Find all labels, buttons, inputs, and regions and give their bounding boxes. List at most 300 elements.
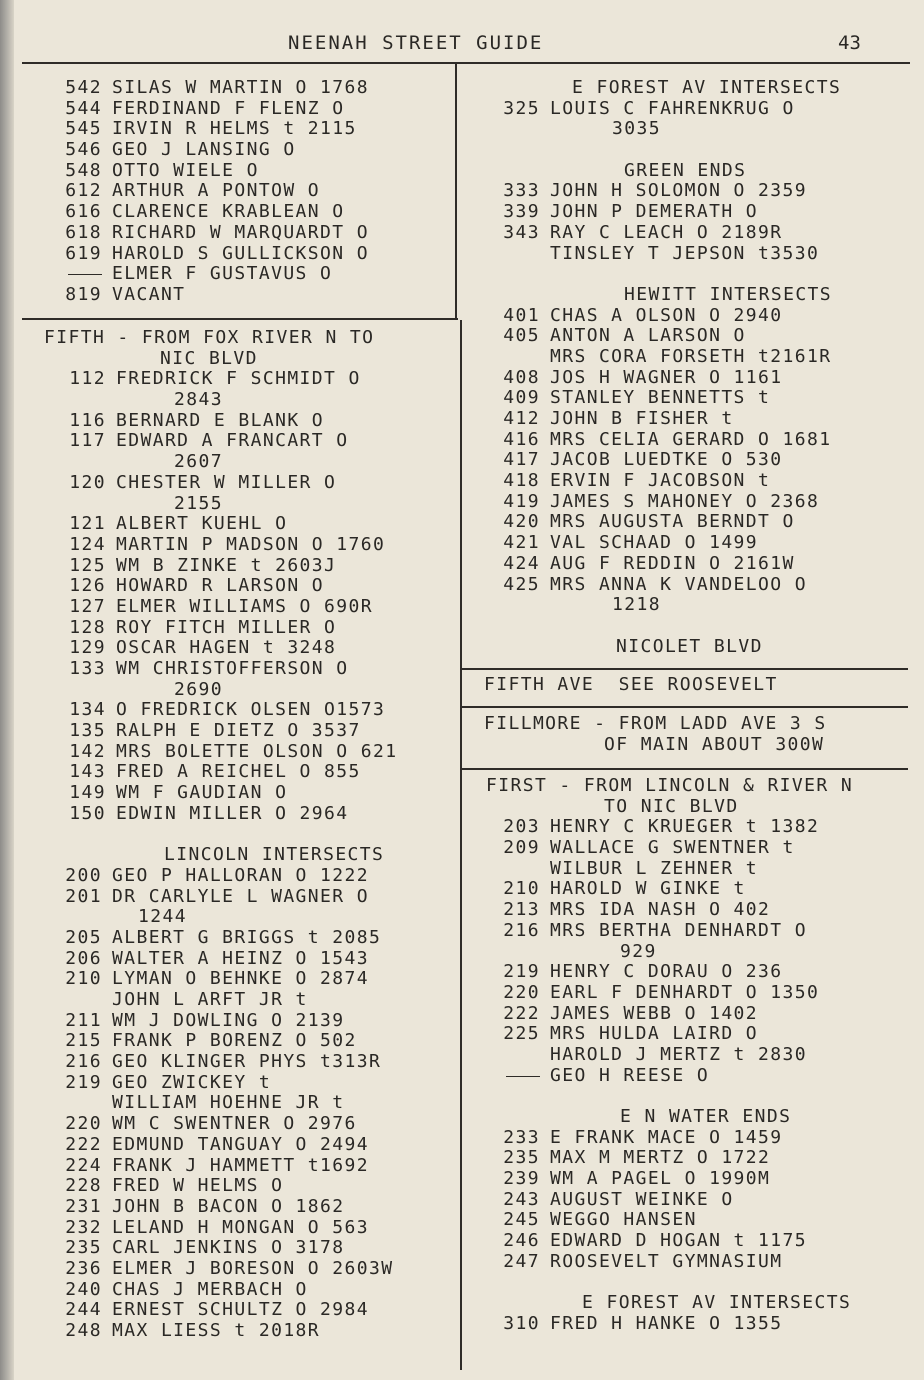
directory-entry [478, 99, 918, 120]
resident-name: GEO J LANSING O [112, 139, 296, 161]
resident-name: ERVIN F JACOBSON t [550, 470, 771, 492]
directory-entry [40, 1238, 480, 1259]
resident-name: RAY C LEACH O 2189R [550, 221, 783, 243]
resident-name: LYMAN O BEHNKE O 2874 [112, 968, 369, 990]
house-number: 128 [69, 616, 106, 638]
right-block-5 [478, 1128, 918, 1273]
fifth-street-section [40, 328, 480, 1342]
directory-entry [40, 78, 480, 99]
directory-entry [40, 928, 480, 949]
resident-name: JAMES S MAHONEY O 2368 [550, 490, 820, 512]
directory-entry [40, 1011, 480, 1032]
directory-entry [40, 1135, 480, 1156]
directory-entry [478, 388, 918, 409]
resident-name: LOUIS C FAHRENKRUG O [550, 97, 795, 119]
resident-name: CHAS J MERBACH O [112, 1278, 308, 1300]
directory-entry [40, 264, 480, 285]
directory-entry [44, 411, 480, 432]
house-number: 219 [503, 961, 540, 983]
resident-name: JOHN L ARFT JR t [112, 989, 308, 1011]
house-number: 339 [503, 201, 540, 223]
directory-entry [44, 431, 480, 452]
directory-entry [478, 409, 918, 430]
house-number: 418 [503, 470, 540, 492]
directory-entry [478, 859, 918, 880]
directory-entry-continuation [44, 680, 480, 701]
spacer [478, 1086, 918, 1107]
house-number: 215 [65, 1030, 102, 1052]
house-number: 126 [69, 575, 106, 597]
house-number: 225 [503, 1023, 540, 1045]
directory-entry [40, 866, 480, 887]
directory-entry [44, 597, 480, 618]
house-number: 542 [65, 77, 102, 98]
resident-name: TINSLEY T JEPSON t3530 [550, 242, 820, 264]
right-block-6 [478, 1314, 918, 1335]
directory-entry [40, 1114, 480, 1135]
house-number: 220 [503, 981, 540, 1003]
fifth-entries-2 [40, 866, 480, 1342]
house-number: 222 [503, 1002, 540, 1024]
directory-entry [478, 1024, 918, 1045]
fifth-ave-rule [460, 668, 908, 670]
house-number: 419 [503, 490, 540, 512]
fifth-heading: FIFTH - FROM FOX RIVER N TO [44, 327, 375, 348]
resident-name: FRANK J HAMMETT t1692 [112, 1154, 369, 1176]
directory-entry-continuation [44, 494, 480, 515]
house-number: 409 [503, 387, 540, 409]
resident-name: CLARENCE KRABLEAN O [112, 201, 345, 223]
no-number-dash [68, 274, 102, 275]
resident-name: JAMES WEBB O 1402 [550, 1002, 759, 1024]
house-number: 618 [65, 221, 102, 243]
house-number: 616 [65, 201, 102, 223]
house-number: 201 [65, 885, 102, 907]
house-number: 210 [65, 968, 102, 990]
header-rule [22, 62, 910, 64]
page-header [0, 32, 924, 58]
directory-entry [40, 119, 480, 140]
right-block-3 [478, 306, 918, 616]
directory-entry [40, 1031, 480, 1052]
resident-name: EARL F DENHARDT O 1350 [550, 981, 820, 1003]
right-column [478, 78, 918, 657]
directory-entry [478, 512, 918, 533]
house-number: 416 [503, 428, 540, 450]
resident-name: STANLEY BENNETTS t [550, 387, 771, 409]
directory-entry [40, 887, 480, 908]
directory-entry [40, 1073, 480, 1094]
directory-entry [40, 181, 480, 202]
directory-entry [40, 161, 480, 182]
resident-name: MRS ANNA K VANDELOO O [550, 573, 807, 595]
directory-entry-continuation [40, 907, 480, 928]
fifth-section-rule [22, 318, 458, 320]
resident-name: FRANK P BORENZ O 502 [112, 1030, 357, 1052]
resident-name: VACANT [112, 283, 186, 305]
directory-entry [478, 1190, 918, 1211]
house-number: 228 [65, 1175, 102, 1197]
house-number: 120 [69, 471, 106, 493]
house-number: 203 [503, 816, 540, 838]
first-street-section [478, 776, 918, 1335]
house-number: 421 [503, 532, 540, 554]
house-number: 425 [503, 573, 540, 595]
left-top-entries [40, 78, 480, 306]
house-number: 310 [503, 1312, 540, 1334]
resident-name: RICHARD W MARQUARDT O [112, 221, 369, 243]
directory-entry [478, 181, 918, 202]
resident-name: FERDINAND F FLENZ O [112, 97, 345, 119]
resident-name: WALLACE G SWENTNER t [550, 837, 795, 859]
resident-name: E FOREST AV INTERSECTS [572, 77, 842, 98]
directory-entry [478, 223, 918, 244]
house-number: 231 [65, 1195, 102, 1217]
resident-name: DR CARLYLE L WAGNER O [112, 885, 369, 907]
house-number: 246 [503, 1230, 540, 1252]
e-forest-intersects: E FOREST AV INTERSECTS [582, 1292, 852, 1314]
house-number: 235 [503, 1147, 540, 1169]
directory-entry [44, 369, 480, 390]
resident-name: WALTER A HEINZ O 1543 [112, 947, 369, 969]
house-number: 325 [503, 97, 540, 119]
house-number: 117 [69, 430, 106, 452]
resident-name: HAROLD S GULLICKSON O [112, 242, 369, 264]
spacer [478, 264, 918, 285]
resident-name: AUGUST WEINKE O [550, 1188, 734, 1210]
resident-name: WILBUR L ZEHNER t [550, 857, 759, 879]
directory-entry [478, 1066, 918, 1087]
resident-name: ELMER F GUSTAVUS O [112, 263, 333, 285]
resident-name: ALBERT G BRIGGS t 2085 [112, 926, 382, 948]
directory-entry-continuation [478, 942, 918, 963]
directory-entry [44, 514, 480, 535]
house-number: 243 [503, 1188, 540, 1210]
directory-entry [478, 983, 918, 1004]
resident-name: MRS BERTHA DENHARDT O [550, 919, 807, 941]
house-number: 546 [65, 139, 102, 161]
directory-entry [478, 1169, 918, 1190]
directory-entry [40, 1280, 480, 1301]
resident-name: WM CHRISTOFFERSON O [116, 658, 349, 680]
resident-name: FRED H HANKE O 1355 [550, 1312, 783, 1334]
directory-entry [478, 921, 918, 942]
directory-entry [44, 700, 480, 721]
resident-name: VAL SCHAAD O 1499 [550, 532, 759, 554]
house-number: 548 [65, 159, 102, 181]
house-number: 135 [69, 720, 106, 742]
house-number: 211 [65, 1009, 102, 1031]
directory-entry [40, 1156, 480, 1177]
book-binding-edge [0, 0, 14, 1380]
directory-entry [40, 1176, 480, 1197]
house-number: 240 [65, 1278, 102, 1300]
right-block-1 [478, 78, 918, 140]
directory-entry [40, 969, 480, 990]
resident-name: FREDRICK F SCHMIDT O [116, 368, 361, 390]
house-number: 210 [503, 878, 540, 900]
directory-entry [44, 659, 480, 680]
directory-entry [478, 1148, 918, 1169]
house-number: 405 [503, 325, 540, 347]
directory-entry [478, 306, 918, 327]
house-number: 112 [69, 368, 106, 390]
directory-entry [478, 1314, 918, 1335]
resident-name: EDMUND TANGUAY O 2494 [112, 1133, 369, 1155]
resident-name: GEO KLINGER PHYS t313R [112, 1051, 382, 1073]
resident-name: ROOSEVELT GYMNASIUM [550, 1250, 783, 1272]
directory-entry [40, 140, 480, 161]
resident-name: GEO H REESE O [550, 1064, 710, 1086]
spacer [478, 140, 918, 161]
house-number: 222 [65, 1133, 102, 1155]
house-number: 219 [65, 1071, 102, 1093]
directory-entry [478, 78, 918, 99]
fillmore-heading: FILLMORE - FROM LADD AVE 3 S [484, 713, 827, 734]
fillmore-rule [460, 706, 908, 708]
directory-entry [478, 471, 918, 492]
resident-name: E FRANK MACE O 1459 [550, 1126, 783, 1148]
directory-entry [44, 535, 480, 556]
house-number: 420 [503, 511, 540, 533]
resident-name: ALBERT KUEHL O [116, 513, 288, 535]
resident-name: IRVIN R HELMS t 2115 [112, 118, 357, 140]
resident-name: AUG F REDDIN O 2161W [550, 552, 795, 574]
house-number: 248 [65, 1320, 102, 1342]
directory-entry [40, 202, 480, 223]
fifth-ave-see-roosevelt: FIFTH AVE SEE ROOSEVELT [484, 674, 778, 695]
house-number: 142 [69, 740, 106, 762]
house-number: 417 [503, 449, 540, 471]
directory-entry [44, 762, 480, 783]
directory-entry-continuation [44, 452, 480, 473]
resident-name: WM J DOWLING O 2139 [112, 1009, 345, 1031]
resident-name: EDWARD A FRANCART O [116, 430, 349, 452]
resident-name: WM F GAUDIAN O [116, 782, 288, 804]
directory-entry [478, 533, 918, 554]
house-number: 213 [503, 899, 540, 921]
water-ends: E N WATER ENDS [620, 1106, 792, 1128]
house-number: 819 [65, 283, 102, 305]
house-number: 150 [69, 802, 106, 824]
resident-name: SILAS W MARTIN O 1768 [112, 77, 369, 98]
resident-name: HAROLD W GINKE t [550, 878, 746, 900]
directory-entry [478, 1045, 918, 1066]
resident-name: HENRY C DORAU O 236 [550, 961, 783, 983]
house-number: 236 [65, 1257, 102, 1279]
page-title: NEENAH STREET GUIDE [288, 32, 544, 54]
house-number: 224 [65, 1154, 102, 1176]
resident-name: FRED W HELMS O [112, 1175, 284, 1197]
resident-name: JOHN H SOLOMON O 2359 [550, 180, 807, 202]
page-number: 43 [838, 32, 861, 54]
directory-entry [478, 575, 918, 596]
resident-name: MRS CELIA GERARD O 1681 [550, 428, 832, 450]
house-number: 232 [65, 1216, 102, 1238]
house-number: 205 [65, 926, 102, 948]
house-number: 619 [65, 242, 102, 264]
resident-name: JOHN P DEMERATH O [550, 201, 759, 223]
resident-name: GEO ZWICKEY t [112, 1071, 272, 1093]
resident-name: WILLIAM HOEHNE JR t [112, 1092, 345, 1114]
directory-entry [478, 879, 918, 900]
house-number: 239 [503, 1168, 540, 1190]
directory-entry [40, 990, 480, 1011]
first-rule [460, 768, 908, 770]
resident-name: HENRY C KRUEGER t 1382 [550, 816, 820, 838]
house-number: 545 [65, 118, 102, 140]
resident-name: ERNEST SCHULTZ O 2984 [112, 1299, 369, 1321]
no-number-dash [506, 1076, 540, 1077]
resident-name: OSCAR HAGEN t 3248 [116, 637, 337, 659]
resident-name: HOWARD R LARSON O [116, 575, 325, 597]
resident-name: MAX LIESS t 2018R [112, 1320, 321, 1342]
resident-name: MRS AUGUSTA BERNDT O [550, 511, 795, 533]
right-block-2 [478, 181, 918, 264]
phone-continuation: 2155 [174, 492, 223, 514]
house-number: 233 [503, 1126, 540, 1148]
directory-entry [478, 1231, 918, 1252]
house-number: 247 [503, 1250, 540, 1272]
house-number: 206 [65, 947, 102, 969]
directory-entry [478, 900, 918, 921]
resident-name: CARL JENKINS O 3178 [112, 1237, 345, 1259]
directory-entry [478, 1210, 918, 1231]
resident-name: LELAND H MONGAN O 563 [112, 1216, 369, 1238]
fifth-entries [44, 369, 480, 824]
directory-entry [40, 949, 480, 970]
directory-entry [478, 430, 918, 451]
directory-entry [40, 1052, 480, 1073]
directory-entry-continuation [44, 390, 480, 411]
resident-name: WM B ZINKE t 2603J [116, 554, 337, 576]
house-number: 127 [69, 595, 106, 617]
directory-entry [40, 1093, 480, 1114]
resident-name: ELMER WILLIAMS O 690R [116, 595, 373, 617]
house-number: 200 [65, 864, 102, 886]
phone-continuation: 2607 [174, 451, 223, 473]
directory-entry [478, 202, 918, 223]
directory-entry [478, 962, 918, 983]
house-number: 612 [65, 180, 102, 202]
first-heading-cont: TO NIC BLVD [604, 795, 739, 817]
directory-entry [44, 618, 480, 639]
house-number: 133 [69, 658, 106, 680]
directory-entry [478, 1128, 918, 1149]
house-number: 134 [69, 699, 106, 721]
resident-name: MAX M MERTZ O 1722 [550, 1147, 771, 1169]
resident-name: O FREDRICK OLSEN O1573 [116, 699, 386, 721]
left-column [40, 78, 480, 306]
resident-name: OTTO WIELE O [112, 159, 259, 181]
nicolet-blvd: NICOLET BLVD [616, 635, 763, 657]
house-number: 408 [503, 366, 540, 388]
resident-name: ARTHUR A PONTOW O [112, 180, 321, 202]
resident-name: JOHN B FISHER t [550, 408, 734, 430]
fifth-heading-cont: NIC BLVD [160, 347, 258, 369]
phone-continuation: 1244 [138, 906, 187, 928]
house-number: 143 [69, 761, 106, 783]
resident-name: RALPH E DIETZ O 3537 [116, 720, 361, 742]
spacer [478, 616, 918, 637]
directory-entry [40, 1259, 480, 1280]
spacer [478, 1273, 918, 1294]
directory-entry [478, 450, 918, 471]
house-number: 333 [503, 180, 540, 202]
resident-name: ELMER J BORESON O 2603W [112, 1257, 394, 1279]
directory-entry-continuation [478, 119, 918, 140]
resident-name: ANTON A LARSON O [550, 325, 746, 347]
resident-name: ROY FITCH MILLER O [116, 616, 337, 638]
directory-entry [44, 804, 480, 825]
house-number: 124 [69, 533, 106, 555]
resident-name: MARTIN P MADSON O 1760 [116, 533, 386, 555]
right-block-4 [478, 817, 918, 1086]
directory-entry [40, 99, 480, 120]
resident-name: WM A PAGEL O 1990M [550, 1168, 771, 1190]
directory-entry [44, 473, 480, 494]
house-number: 216 [503, 919, 540, 941]
resident-name: CHESTER W MILLER O [116, 471, 337, 493]
house-number: 343 [503, 221, 540, 243]
resident-name: JACOB LUEDTKE O 530 [550, 449, 783, 471]
resident-name: JOS H WAGNER O 1161 [550, 366, 783, 388]
resident-name: MRS IDA NASH O 402 [550, 899, 771, 921]
directory-entry [478, 244, 918, 265]
directory-entry [44, 556, 480, 577]
directory-entry [478, 326, 918, 347]
directory-entry [478, 1004, 918, 1025]
phone-continuation: 2843 [174, 389, 223, 411]
phone-continuation: 929 [620, 940, 657, 962]
directory-entry [478, 554, 918, 575]
first-heading: FIRST - FROM LINCOLN & RIVER N [486, 775, 854, 796]
directory-entry [44, 576, 480, 597]
house-number: 149 [69, 782, 106, 804]
directory-entry [478, 347, 918, 368]
resident-name: CHAS A OLSON O 2940 [550, 304, 783, 326]
directory-entry [40, 1197, 480, 1218]
resident-name: BERNARD E BLANK O [116, 409, 325, 431]
phone-continuation: 1218 [612, 594, 661, 616]
directory-entry [478, 838, 918, 859]
house-number: 245 [503, 1209, 540, 1231]
house-number: 209 [503, 837, 540, 859]
directory-entry [478, 492, 918, 513]
directory-entry [40, 285, 480, 306]
phone-continuation: 3035 [612, 118, 661, 140]
house-number: 544 [65, 97, 102, 119]
house-number: 401 [503, 304, 540, 326]
directory-entry [44, 783, 480, 804]
house-number: 424 [503, 552, 540, 574]
fillmore-heading-cont: OF MAIN ABOUT 300W [604, 734, 825, 755]
directory-entry-continuation [478, 595, 918, 616]
resident-name: EDWARD D HOGAN t 1175 [550, 1230, 807, 1252]
directory-entry [44, 721, 480, 742]
resident-name: MRS HULDA LAIRD O [550, 1023, 759, 1045]
resident-name: MRS CORA FORSETH t2161R [550, 345, 832, 367]
house-number: 125 [69, 554, 106, 576]
directory-entry [40, 1321, 480, 1342]
spacer [40, 825, 480, 846]
directory-entry [44, 638, 480, 659]
house-number: 121 [69, 513, 106, 535]
house-number: 244 [65, 1299, 102, 1321]
house-number: 216 [65, 1051, 102, 1073]
directory-entry [478, 817, 918, 838]
directory-entry [478, 368, 918, 389]
